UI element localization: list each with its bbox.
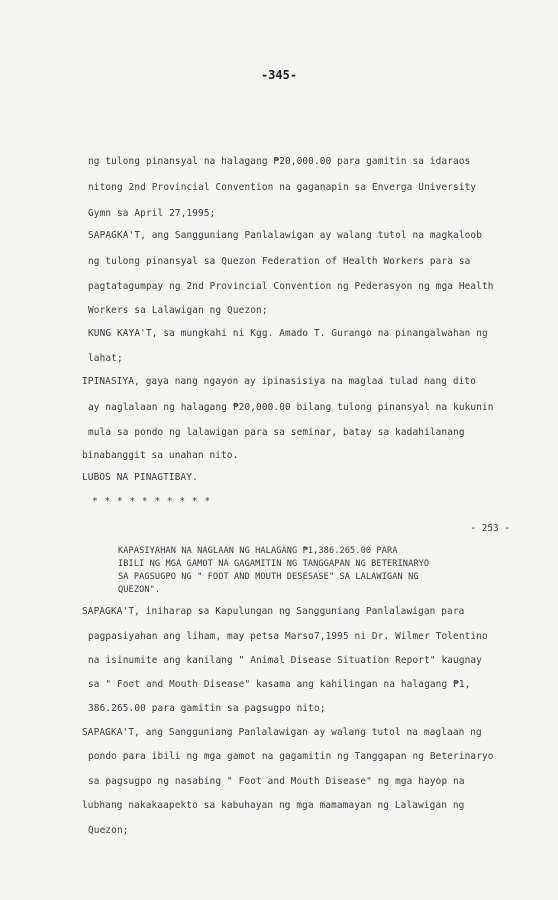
text-line: pagtatagumpay ng 2nd Provincial Convention ng Pederasyon ng mga Health xyxy=(88,281,494,292)
text-line: ng tulong pinansyal sa Quezon Federation of Health Workers para sa xyxy=(88,256,471,267)
text-line: ng tulong pinansyal na halagang ₱20,000.00 para gamitin sa idaraos xyxy=(88,156,471,167)
text-line: SAPAGKA'T, ang Sangguniang Panlalawigan ay walang tutol na maglaan ng xyxy=(82,727,482,738)
text-line: lahat; xyxy=(88,353,123,364)
title-line: KAPASIYAHAN NA NAGLAAN NG HALAGANG ₱1,386.265.00 PARA xyxy=(118,546,398,556)
text-line: na isinumite ang kanilang " Animal Disease Situation Report" kaugnay xyxy=(88,655,483,666)
separator-asterisks: * * * * * * * * * * xyxy=(92,496,211,507)
text-line: sa " Foot and Mouth Disease" kasama ang kahilingan na halagang ₱1, xyxy=(88,679,471,690)
approval-line: LUBOS NA PINAGTIBAY. xyxy=(82,472,198,483)
text-line: IPINASIYA, gaya nang ngayon ay ipinasisiya na maglaa tulad nang dito xyxy=(82,376,477,387)
title-line: IBILI NG MGA GAMOT NA GAGAMITIN NG TANGGAPAN NG BETERINARYO xyxy=(118,559,430,569)
text-line: ay naglalaan ng halagang ₱20,000.00 bilang tulong pinansyal na kukunin xyxy=(88,402,494,413)
title-line: QUEZON". xyxy=(118,585,161,595)
text-line: KUNG KAYA'T, sa mungkahi ni Kgg. Amado T. Gurango na pinangalwahan ng xyxy=(88,328,488,339)
text-line: nitong 2nd Provincial Convention na gaganapin sa Enverga University xyxy=(88,182,477,193)
text-line: binabanggit sa unahan nito. xyxy=(82,450,239,461)
text-line: pagpasiyahan ang liham, may petsa Marso7,1995 ni Dr. Wilmer Tolentino xyxy=(88,631,488,642)
text-line: mula sa pondo ng lalawigan para sa seminar, batay sa kadahilanang xyxy=(88,427,465,438)
page-number: -345- xyxy=(260,68,298,82)
resolution-number: - 253 - xyxy=(470,523,510,534)
text-line: Gymn sa April 27,1995; xyxy=(88,208,216,219)
text-line: lubhang nakakaapekto sa kabuhayan ng mga mamamayan ng Lalawigan ng xyxy=(82,800,465,811)
text-line: sa pagsugpo ng nasabing " Foot and Mouth Disease" ng mga hayop na xyxy=(88,776,465,787)
text-line: 386.265.00 para gamitin sa pagsugpo nito; xyxy=(88,703,326,714)
text-line: SAPAGKA'T, iniharap sa Kapulungan ng Sangguniang Panlalawigan para xyxy=(82,606,465,617)
text-line: SAPAGKA'T, ang Sangguniang Panlalawigan ay walang tutol na magkaloob xyxy=(88,230,483,241)
text-line: pondo para ibili ng mga gamot na gagamitin ng Tanggapan ng Beterinaryo xyxy=(88,751,494,762)
title-line: SA PAGSUGPO NG " FOOT AND MOUTH DESESASE" SA LALAWIGAN NG xyxy=(118,572,419,582)
text-line: Workers sa Lalawigan ng Quezon; xyxy=(88,305,268,316)
text-line: Quezon; xyxy=(88,825,129,836)
